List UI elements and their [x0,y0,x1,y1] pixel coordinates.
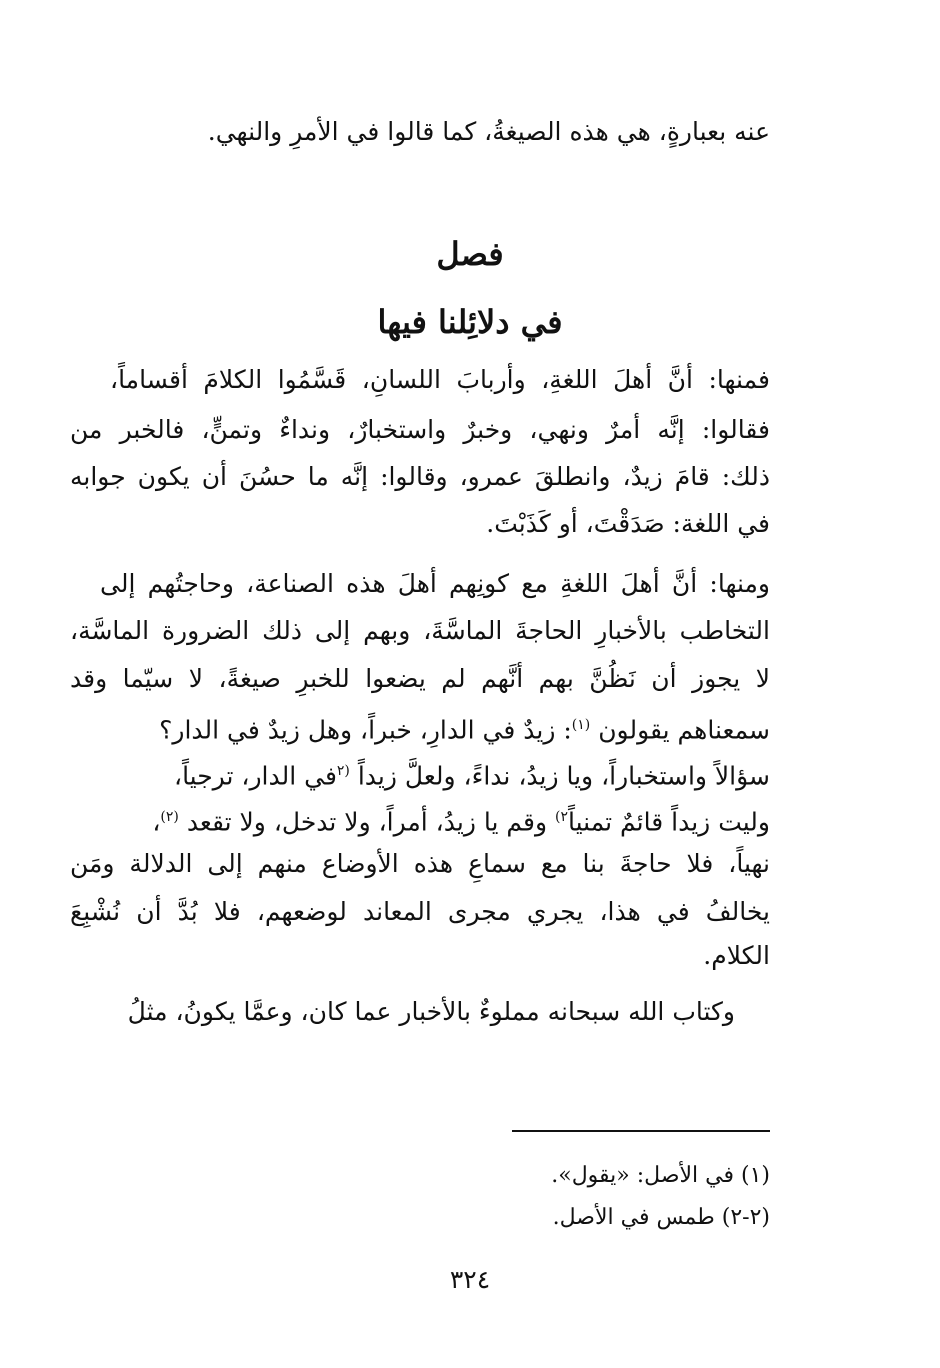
para2-line-9: الكلام. [703,941,770,970]
para2-line-3: لا يجوز أن نَظُنَّ بهم أنَّهم لم يضعوا للخبرِ صيغةً، لا سيّما وقد [70,664,770,693]
para2-line-6-a: وليت زيداً قائمٌ تمنياً [567,807,770,837]
para2-line-6-b: وقم يا زيدُ، أمراً، ولا تدخل، ولا تقعد [186,807,555,837]
para1-line-4: في اللغة: صَدَقْتَ، أو كَذَبْتَ. [486,509,770,538]
para2-line-1: ومنها: أنَّ أهلَ اللغةِ مع كونِهم أهلَ هذه الصناعة، وحاجتُهم إلى [100,569,770,598]
section-heading: فصل [436,235,504,273]
page-number: ٣٢٤ [449,1265,491,1294]
para1-line-1: فمنها: أنَّ أهلَ اللغةِ، وأربابَ اللسانِ، قَسَّمُوا الكلامَ أقساماً، [110,365,770,394]
para2-line-7: نهياً، فلا حاجةَ بنا مع سماعِ هذه الأوضاع منهم إلى الدلالة ومَن [70,849,770,878]
para1-line-3: ذلك: قامَ زيدٌ، وانطلقَ عمرو، وقالوا: إنَّه ما حسُنَ أن يكون جوابه [70,462,770,491]
para2-line-6-c: ، [152,807,161,837]
para2-line-4-b: : زيدٌ في الدارِ، خبراً، وهل زيدٌ في الدار؟ [159,715,572,745]
para2-line-4 [159,707,770,748]
section-subheading: في دلائِلنا فيها [377,303,563,341]
footnote-divider [512,1130,770,1132]
footnote-ref-2-open: (٢ [336,763,350,779]
para2-line-5 [174,753,770,794]
para2-line-2: التخاطب بالأخبارِ الحاجةَ الماسَّةَ، وبهم إلى ذلك الضرورة الماسَّة، [70,616,770,645]
body-line-top: عنه بعبارةٍ، هي هذه الصيغةُ، كما قالوا في الأمرِ والنهي. [207,117,770,146]
para2-line-5-a: سؤالاً واستخباراً، ويا زيدُ، نداءً، ولعلَّ زيداً [357,761,770,791]
footnote-ref-2: (٢) [160,809,179,825]
para1-line-2: فقالوا: إنَّه أمرٌ ونهي، وخبرٌ واستخبارٌ، ونداءٌ وتمنٍّ، فالخبر من [70,415,770,444]
para3-line-1: وكتاب الله سبحانه مملوءٌ بالأخبار عما كان، وعمَّا يكونُ، مثلُ [127,997,735,1026]
para2-line-6 [152,799,770,840]
para2-line-5-b: في الدار، ترجياً، [174,761,337,791]
footnote-2: (٢-٢) طمس في الأصل. [552,1205,770,1230]
para2-line-8: يخالفُ في هذا، يجري مجرى المعاند لوضعهم، فلا بُدَّ أن نُشْبِعَ [70,897,770,926]
footnote-1: (١) في الأصل: «يقول». [551,1163,770,1188]
footnote-ref-2-close: ٢) [554,809,568,825]
footnote-ref-1: (١) [571,717,591,733]
para2-line-4-a: سمعناهم يقولون [598,715,770,745]
